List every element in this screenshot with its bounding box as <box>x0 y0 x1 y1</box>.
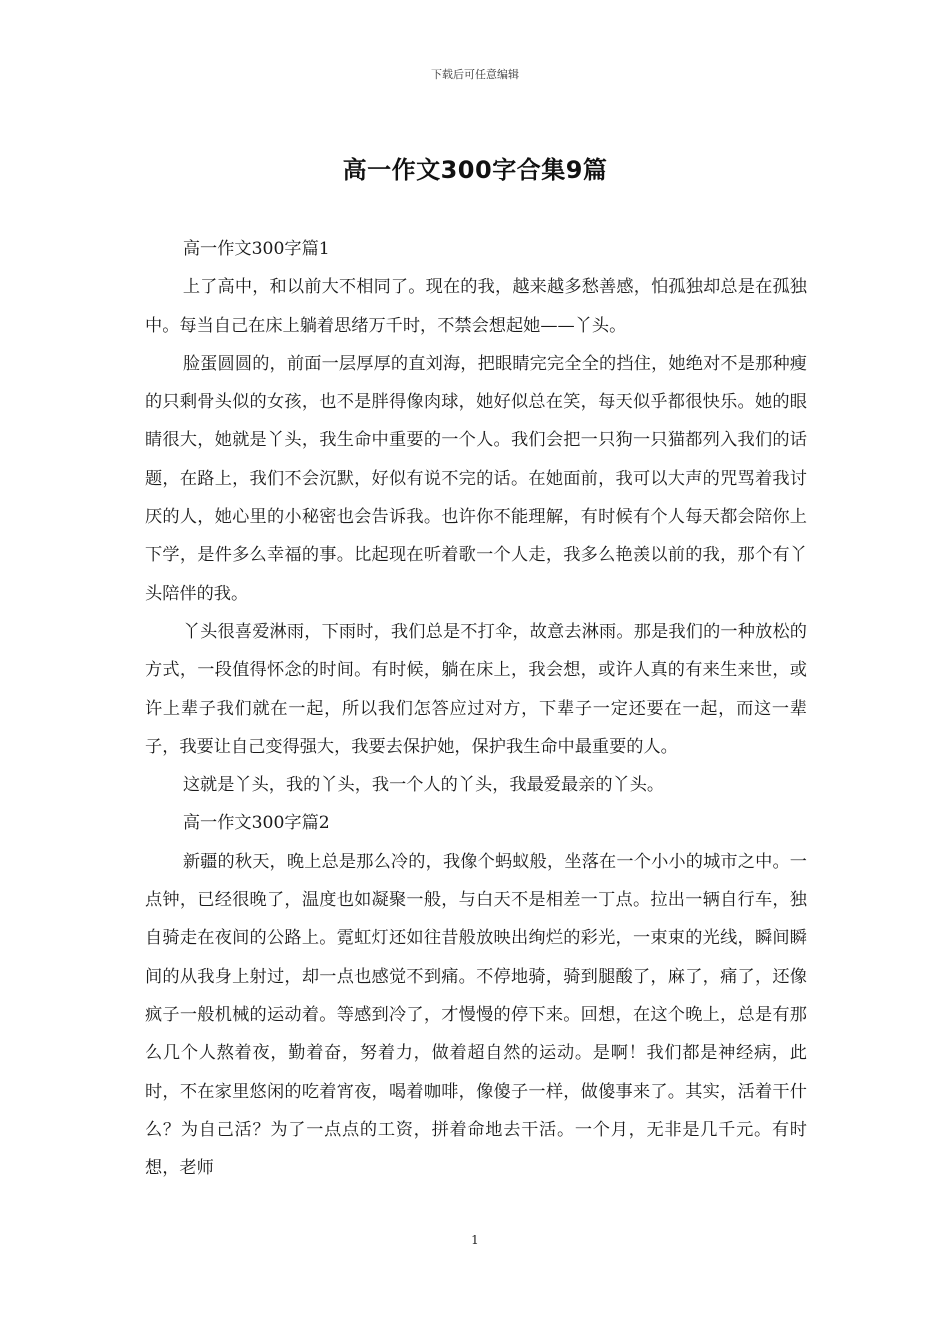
document-body <box>145 230 807 1187</box>
paragraph: 新疆的秋天，晚上总是那么冷的，我像个蚂蚁般，坐落在一个小小的城市之中。一点钟，已经很晚了，温度也如凝聚一般，与白天不是相差一丁点。拉出一辆自行车，独自骑走在夜间的公路上。霓虹灯还如往昔般放映出绚烂的彩光，一束束的光线，瞬间瞬间的从我身上射过，却一点也感觉不到痛。不停地骑，骑到腿酸了，麻了，痛了，还像疯子一般机械的运动着。等感到冷了，才慢慢的停下来。回想，在这个晚上，总是有那么几个人熬着夜，勤着奋，努着力，做着超自然的运动。是啊！我们都是神经病，此时，不在家里悠闲的吃着宵夜，喝着咖啡，像傻子一样，做傻事来了。其实，活着干什么？为自己活？为了一点点的工资，拼着命地去干活。一个月，无非是几千元。有时想，老师 <box>145 851 807 1179</box>
header-note: 下载后可任意编辑 <box>431 68 519 81</box>
section-heading: 高一作文300字篇1 <box>182 239 330 259</box>
section-heading: 高一作文300字篇2 <box>182 813 330 834</box>
document-title: 高一作文300字合集9篇 <box>342 156 608 184</box>
paragraph: 这就是丫头，我的丫头，我一个人的丫头，我最爱最亲的丫头。 <box>182 775 665 796</box>
paragraph: 上了高中，和以前大不相同了。现在的我，越来越多愁善感，怕孤独却总是在孤独中。每当自己在床上躺着思绪万千时，不禁会想起她——丫头。 <box>145 277 807 336</box>
paragraph: 丫头很喜爱淋雨，下雨时，我们总是不打伞，故意去淋雨。那是我们的一种放松的方式，一段值得怀念的时间。有时候，躺在床上，我会想，或许人真的有来生来世，或许上辈子我们就在一起，所以我们怎答应过对方，下辈子一定还要在一起，而这一辈子，我要让自己变得强大，我要去保护她，保护我生命中最重要的人。 <box>145 621 807 757</box>
page-number: 1 <box>471 1233 479 1247</box>
paragraph: 脸蛋圆圆的，前面一层厚厚的直刘海，把眼睛完完全全的挡住，她绝对不是那种瘦的只剩骨头似的女孩，也不是胖得像肉球，她好似总在笑，每天似乎都很快乐。她的眼睛很大，她就是丫头，我生命中重要的一个人。我们会把一只狗一只猫都列入我们的话题，在路上，我们不会沉默，好似有说不完的话。在她面前，我可以大声的咒骂着我讨厌的人，她心里的小秘密也会告诉我。也许你不能理解，有时候有个人每天都会陪你上下学，是件多么幸福的事。比起现在听着歌一个人走，我多么艳羡以前的我，那个有丫头陪伴的我。 <box>145 353 807 604</box>
